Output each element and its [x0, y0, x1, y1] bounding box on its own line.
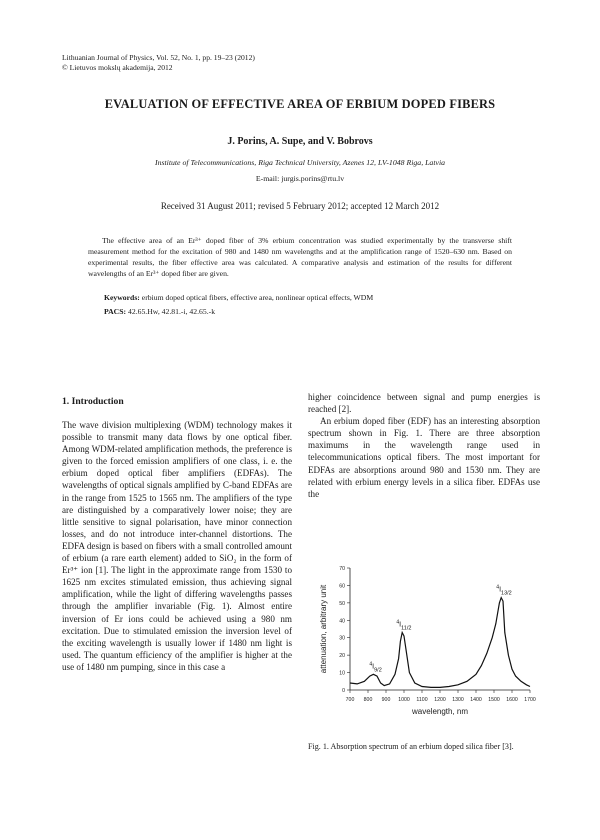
x-tick-label: 800: [363, 697, 373, 703]
pacs-label: PACS:: [104, 307, 127, 316]
authors: J. Porins, A. Supe, and V. Bobrovs: [227, 136, 373, 147]
x-tick-label: 1200: [434, 697, 446, 703]
y-tick-label: 60: [339, 583, 345, 590]
x-tick-label: 1300: [452, 697, 464, 703]
y-tick-label: 70: [339, 566, 345, 572]
y-tick-label: 40: [339, 618, 345, 625]
keywords-label: Keywords:: [104, 293, 140, 302]
y-tick-label: 30: [339, 635, 345, 642]
x-tick-label: 1600: [506, 697, 518, 703]
right-column: [308, 391, 540, 500]
email: E-mail: jurgis.porins@rtu.lv: [255, 174, 345, 183]
figure-caption: Fig. 1. Absorption spectrum of an erbium doped silica fiber [3].: [308, 742, 514, 751]
affiliation: Institute of Telecommunications, Riga Technical University, Azenes 12, LV-1048 Riga, Latvia: [154, 158, 446, 167]
keywords: [104, 293, 514, 304]
journal-header: [62, 53, 255, 73]
section-heading: 1. Introduction: [62, 396, 124, 407]
peak-label-1: $^4I_{11/2}$: [396, 619, 412, 632]
x-tick-label: 1500: [488, 697, 500, 703]
keywords-text: erbium doped optical fibers, effective area, nonlinear optical effects, WDM: [139, 293, 374, 302]
y-tick-label: 50: [339, 600, 345, 607]
right-paragraph-2: An erbium doped fiber (EDF) has an interesting absorption spectrum shown in Fig. 1. There are three absorption maximums in the wavelength range used in telecommunications optical fibers. The most important for EDFAs are absorptions around 980 and 1530 nm. They are related with erbium energy levels in a silica fiber. EDFAs use the: [308, 416, 540, 499]
x-tick-label: 1700: [524, 697, 536, 703]
absorption-chart: [308, 560, 540, 740]
right-paragraph-1: higher coincidence between signal and pump energies is reached [2].: [308, 392, 540, 415]
pacs-text: 42.65.Hw, 42.81.-i, 42.65.-k: [126, 307, 216, 316]
x-tick-label: 1100: [416, 697, 428, 703]
y-tick-label: 20: [339, 653, 345, 660]
figure-1: [308, 560, 540, 740]
paper-title: EVALUATION OF EFFECTIVE AREA OF ERBIUM DOPED FIBERS: [104, 97, 496, 111]
left-column: [62, 419, 292, 673]
y-axis-label: attenuation, arbitrary unit: [319, 584, 328, 674]
abstract: The effective area of an Er³⁺ doped fiber of 3% erbium concentration was studied experimentally by the transverse shift measurement method for the excitation of 980 and 1480 nm wavelengths and at the amplification range of 1520–630 nm. Based on experimental results, the fiber effective area was calculated. A comparative analysis and estimation of the results for different wavelengths of an Er³⁺ doped fiber are given.: [88, 236, 512, 278]
peak-label-2: $^4I_{13/2}$: [496, 584, 512, 597]
received-dates: Received 31 August 2011; revised 5 February 2012; accepted 12 March 2012: [160, 201, 440, 211]
x-tick-label: 1400: [470, 697, 482, 703]
x-tick-label: 700: [345, 697, 355, 703]
series-line-0: [350, 598, 530, 688]
x-tick-label: 900: [381, 697, 391, 703]
x-axis-label: wavelength, nm: [411, 707, 469, 716]
peak-label-0: $^4I_{9/2}$: [369, 661, 382, 674]
x-tick-label: 1000: [398, 697, 410, 703]
y-tick-label: 0: [342, 688, 345, 694]
intro-paragraph: The wave division multiplexing (WDM) technology makes it possible to transmit many data flows by one optical fiber. Among WDM-related amplification methods, the preference is given to the forced emission amplifiers of one class, i. e. the erbium doped optical fiber amplifiers (EDFAs). The wavelengths of optical signals amplified by C-band EDFAs are in the range from 1525 to 1565 nm. The amplifiers of the type are distinguished by a comparatively lower noise; they are little sensitive to signal polarisation, have minor connection losses, and do not introduce inter-channel distortions. The EDFA design is based on fibers with a small controlled amount of erbium (a rare earth element) added to SiO₂ in the form of Er³⁺ ion [1]. The light in the approximate range from 1530 to 1625 nm excites stimulated emission, thus achieving signal amplification, while the light of differing wavelengths passes through the amplifier invariable (Fig. 1). Almost entire inversion of Er ions could be achieved using a 980 nm excitation. Due to stimulated emission the inversion level of the exciting wavelength is usually lower if 1480 nm light is used. The quantum efficiency of the amplifier is higher at the use of 1480 nm pumping, since in this case a: [62, 420, 292, 672]
copyright-line: © Lietuvos mokslų akademija, 2012: [62, 63, 173, 72]
y-tick-label: 10: [339, 670, 345, 677]
pacs: [104, 307, 215, 316]
journal-citation: Lithuanian Journal of Physics, Vol. 52, No. 1, pp. 19–23 (2012): [62, 53, 255, 62]
